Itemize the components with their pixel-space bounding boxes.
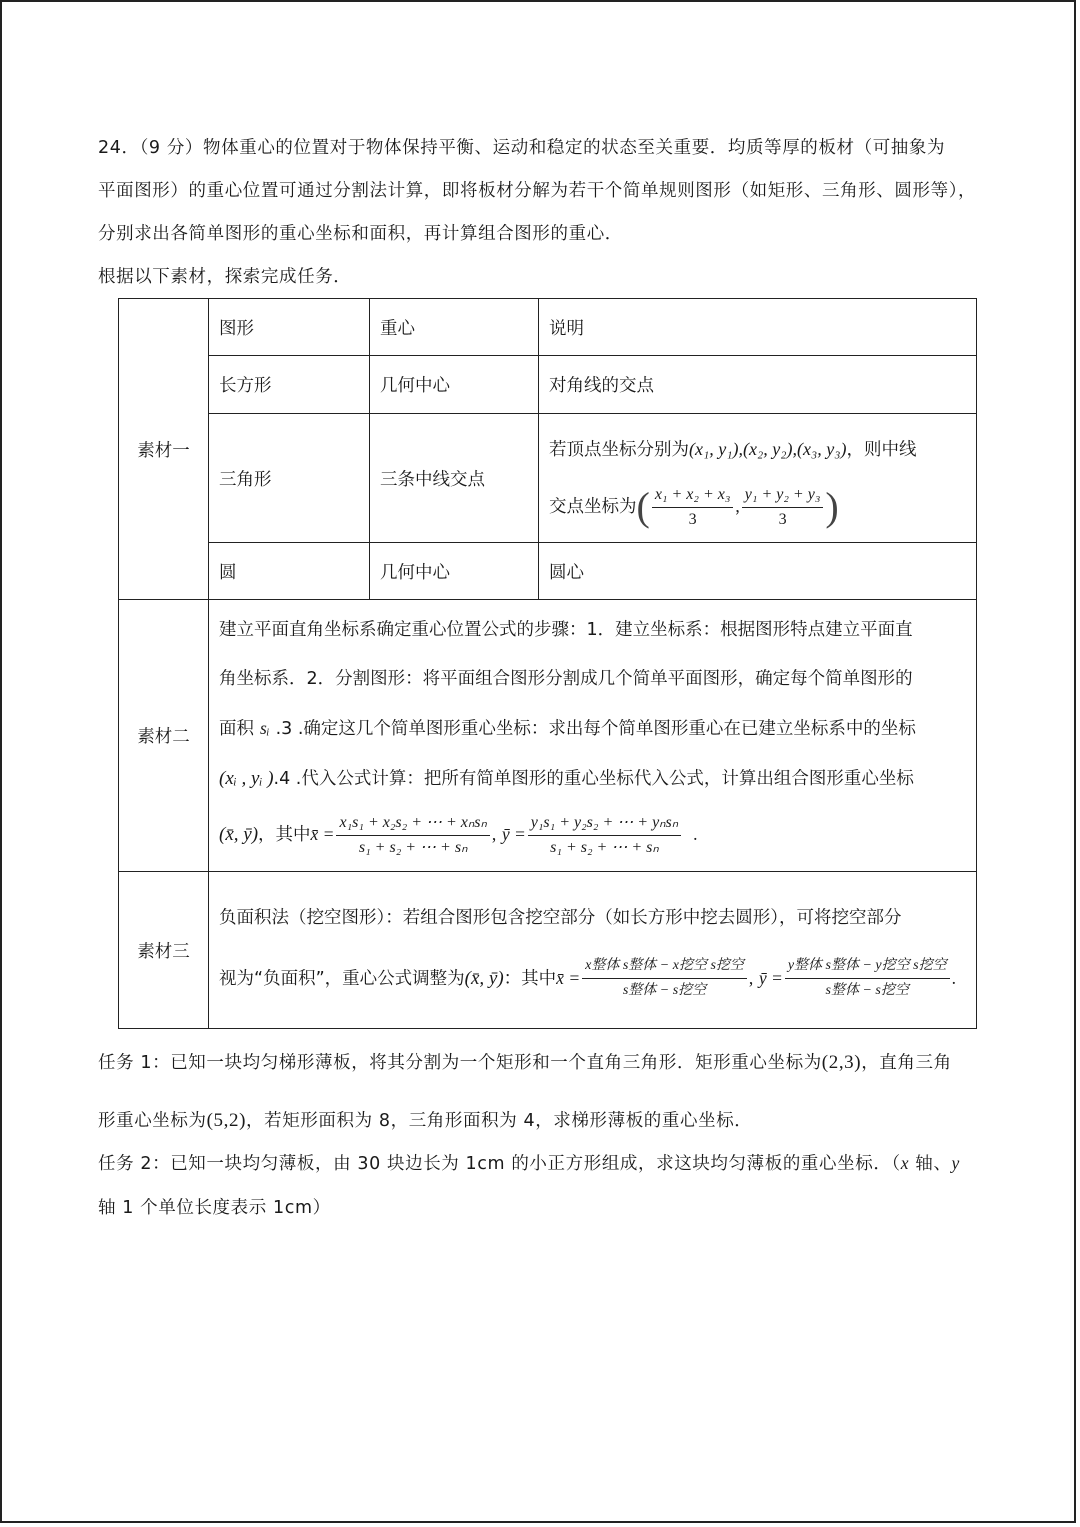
material-2-line-1: 建立平面直角坐标系确定重心位置公式的步骤：1．建立坐标系：根据图形特点建立平面直 <box>219 620 913 640</box>
ybar-label-2: ȳ = <box>758 967 783 988</box>
note-rectangle: 对角线的交点 <box>539 356 977 414</box>
ybar-label: ȳ = <box>501 824 526 844</box>
ybar-fraction: $\frac{\text{y₁s₁ + y₂s₂ + ⋯ + yₙsₙ}}{\text{s₁ + s₂ + ⋯ + sₙ}}$ <box>528 813 681 858</box>
task-1 <box>98 1034 1003 1150</box>
triangle-vertices-formula: (x₁, y₁),(x₂, y₂),(x₃, y₃) <box>689 439 847 459</box>
note-triangle-text-b: ，则中线 <box>846 440 917 460</box>
centroid-rectangle: 几何中心 <box>370 356 539 414</box>
shape-rectangle: 长方形 <box>209 356 370 414</box>
xbar-negative-area-fraction: $\frac{\text{x整体 s整体 − x挖空 s挖空}}{\text{s整体 − s挖空}}$ <box>582 956 747 1001</box>
note-circle: 圆心 <box>539 543 977 600</box>
shape-circle: 圆 <box>209 543 370 600</box>
material-2-line-2: 角坐标系．2．分割图形：将平面组合图形分割成几个简单平面图形，确定每个简单图形的 <box>219 669 913 689</box>
material-3-line-2a: 视为“负面积”，重心公式调整为 <box>219 968 465 989</box>
material-2-content: 建立平面直角坐标系确定重心位置公式的步骤：1．建立坐标系：根据图形特点建立平面直 角坐标系．2．分割图形：将平面组合图形分割成几个简单平面图形，确定每个简单图形的 面积 sᵢ .3 .确定这几个简单图形重心坐标：求出每个简单图形重心在已建立坐标系中的坐标 (xᵢ , yᵢ ).4 .代入公式计算：把所有简单图形的重心坐标代入公式，计算出组合图形重心坐标 (x̄, ȳ)，其中x̄ = $\frac{\text{x₁s₁ + x₂s₂ + ⋯ + xₙsₙ}}{\text{s₁ + s₂ + ⋯ + sₙ}}$ , ȳ = $\frac{\text{y₁s₁ + y₂s₂ + ⋯ + yₙsₙ}}{\text{s₁ + s₂ + ⋯ + sₙ}}$ . <box>209 600 977 872</box>
material-2-where: ，其中 <box>258 825 311 845</box>
materials-table <box>118 298 977 1029</box>
task-1-text-c: 形重心坐标为 <box>98 1111 207 1131</box>
task-2-y-axis: y <box>951 1153 960 1173</box>
material-2-line-3b: .3 .确定这几个简单图形重心坐标：求出每个简单图形重心在已建立坐标系中的坐标 <box>275 719 916 739</box>
task-2-text-a: 任务 2：已知一块均匀薄板，由 30 块边长为 1cm 的小正方形组成，求这块均匀薄板的重心坐标．（ <box>98 1154 901 1174</box>
problem-line-3: 分别求出各简单图形的重心坐标和面积，再计算组合图形的重心． <box>98 224 623 244</box>
centroid-y-fraction: $\frac{\text{y₁ + y₂ + y₃}}{3}$ <box>742 485 824 530</box>
header-shape: 图形 <box>209 299 370 356</box>
material-3-line-2b: ：其中 <box>503 968 557 989</box>
task-1-text-a: 任务 1：已知一块均匀梯形薄板，将其分割为一个矩形和一个直角三角形．矩形重心坐标为 <box>98 1053 822 1073</box>
table-row <box>119 356 977 414</box>
table-row <box>119 414 977 543</box>
note-triangle: 若顶点坐标分别为(x₁, y₁),(x₂, y₂),(x₃, y₃)，则中线 交点坐标为( $\frac{\text{x₁ + x₂ + x₃}}{3}$ , $\frac{\text{y₁ + y₂ + y₃}}{3}$ ) <box>539 414 977 543</box>
material-2-line-3a: 面积 <box>219 719 254 739</box>
note-triangle-text-a: 若顶点坐标分别为 <box>549 440 689 460</box>
note-triangle-text-c: 交点坐标为 <box>549 497 637 517</box>
material-1-label: 素材一 <box>119 299 209 600</box>
task-2-text-b: 轴、 <box>909 1154 952 1174</box>
header-note: 说明 <box>539 299 977 356</box>
right-paren: ) <box>825 484 839 529</box>
area-si: sᵢ <box>260 718 270 738</box>
task-1-point-rectangle: (2,3) <box>821 1052 862 1073</box>
material-3-line-1: 负面积法（挖空图形）：若组合图形包含挖空部分（如长方形中挖去圆形），可将挖空部分 <box>219 907 902 928</box>
coord-xi-yi: (xᵢ , yᵢ ) <box>219 768 274 789</box>
left-paren: ( <box>636 484 650 529</box>
problem-line-1: 24．（9 分）物体重心的位置对于物体保持平衡、运动和稳定的状态至关重要．均质等厚的板材（可抽象为 <box>98 138 946 158</box>
xbar-fraction: $\frac{\text{x₁s₁ + x₂s₂ + ⋯ + xₙsₙ}}{\text{s₁ + s₂ + ⋯ + sₙ}}$ <box>336 813 489 858</box>
task-1-text-b: ，直角三角 <box>861 1053 952 1073</box>
problem-line-2: 平面图形）的重心位置可通过分割法计算，即将板材分解为若干个简单规则图形（如矩形、三角形、圆形等）， <box>98 181 977 201</box>
problem-line-4: 根据以下素材，探索完成任务． <box>98 267 352 287</box>
centroid-circle: 几何中心 <box>370 543 539 600</box>
task-2 <box>98 1141 1003 1230</box>
coord-xbar-ybar-2: (x̄, ȳ) <box>464 967 504 989</box>
xbar-label-2: x̄ = <box>556 967 581 988</box>
task-1-text-d: ，若矩形面积为 8，三角形面积为 4，求梯形薄板的重心坐标． <box>246 1111 753 1131</box>
task-1-point-triangle: (5,2) <box>206 1110 247 1131</box>
task-2-x-axis: x <box>900 1153 910 1173</box>
xbar-label: x̄ = <box>310 824 335 844</box>
material-2-label: 素材二 <box>119 600 209 872</box>
problem-statement <box>98 127 1003 299</box>
task-2-text-c: 轴 1 个单位长度表示 1cm） <box>98 1198 331 1218</box>
shape-triangle: 三角形 <box>209 414 370 543</box>
table-row <box>119 543 977 600</box>
header-centroid: 重心 <box>370 299 539 356</box>
centroid-x-fraction: $\frac{\text{x₁ + x₂ + x₃}}{3}$ <box>652 485 734 530</box>
material-2-line-4b: .4 .代入公式计算：把所有简单图形的重心坐标代入公式，计算出组合图形重心坐标 <box>273 769 914 789</box>
coord-xbar-ybar: (x̄, ȳ) <box>219 824 259 845</box>
ybar-negative-area-fraction: $\frac{\text{y整体 s整体 − y挖空 s挖空}}{\text{s整体 − s挖空}}$ <box>785 956 950 1001</box>
material-3-label: 素材三 <box>119 872 209 1029</box>
material-3-content: 负面积法（挖空图形）：若组合图形包含挖空部分（如长方形中挖去圆形），可将挖空部分 视为“负面积”，重心公式调整为(x̄, ȳ)：其中x̄ = $\frac{\text{x整体 s整体 − x挖空 s挖空}}{\text{s整体 − s挖空}}$ , ȳ = $\frac{\text{y整体 s整体 − y挖空 s挖空}}{\text{s整体 − s挖空}}$ . <box>209 872 977 1029</box>
centroid-triangle: 三条中线交点 <box>370 414 539 543</box>
